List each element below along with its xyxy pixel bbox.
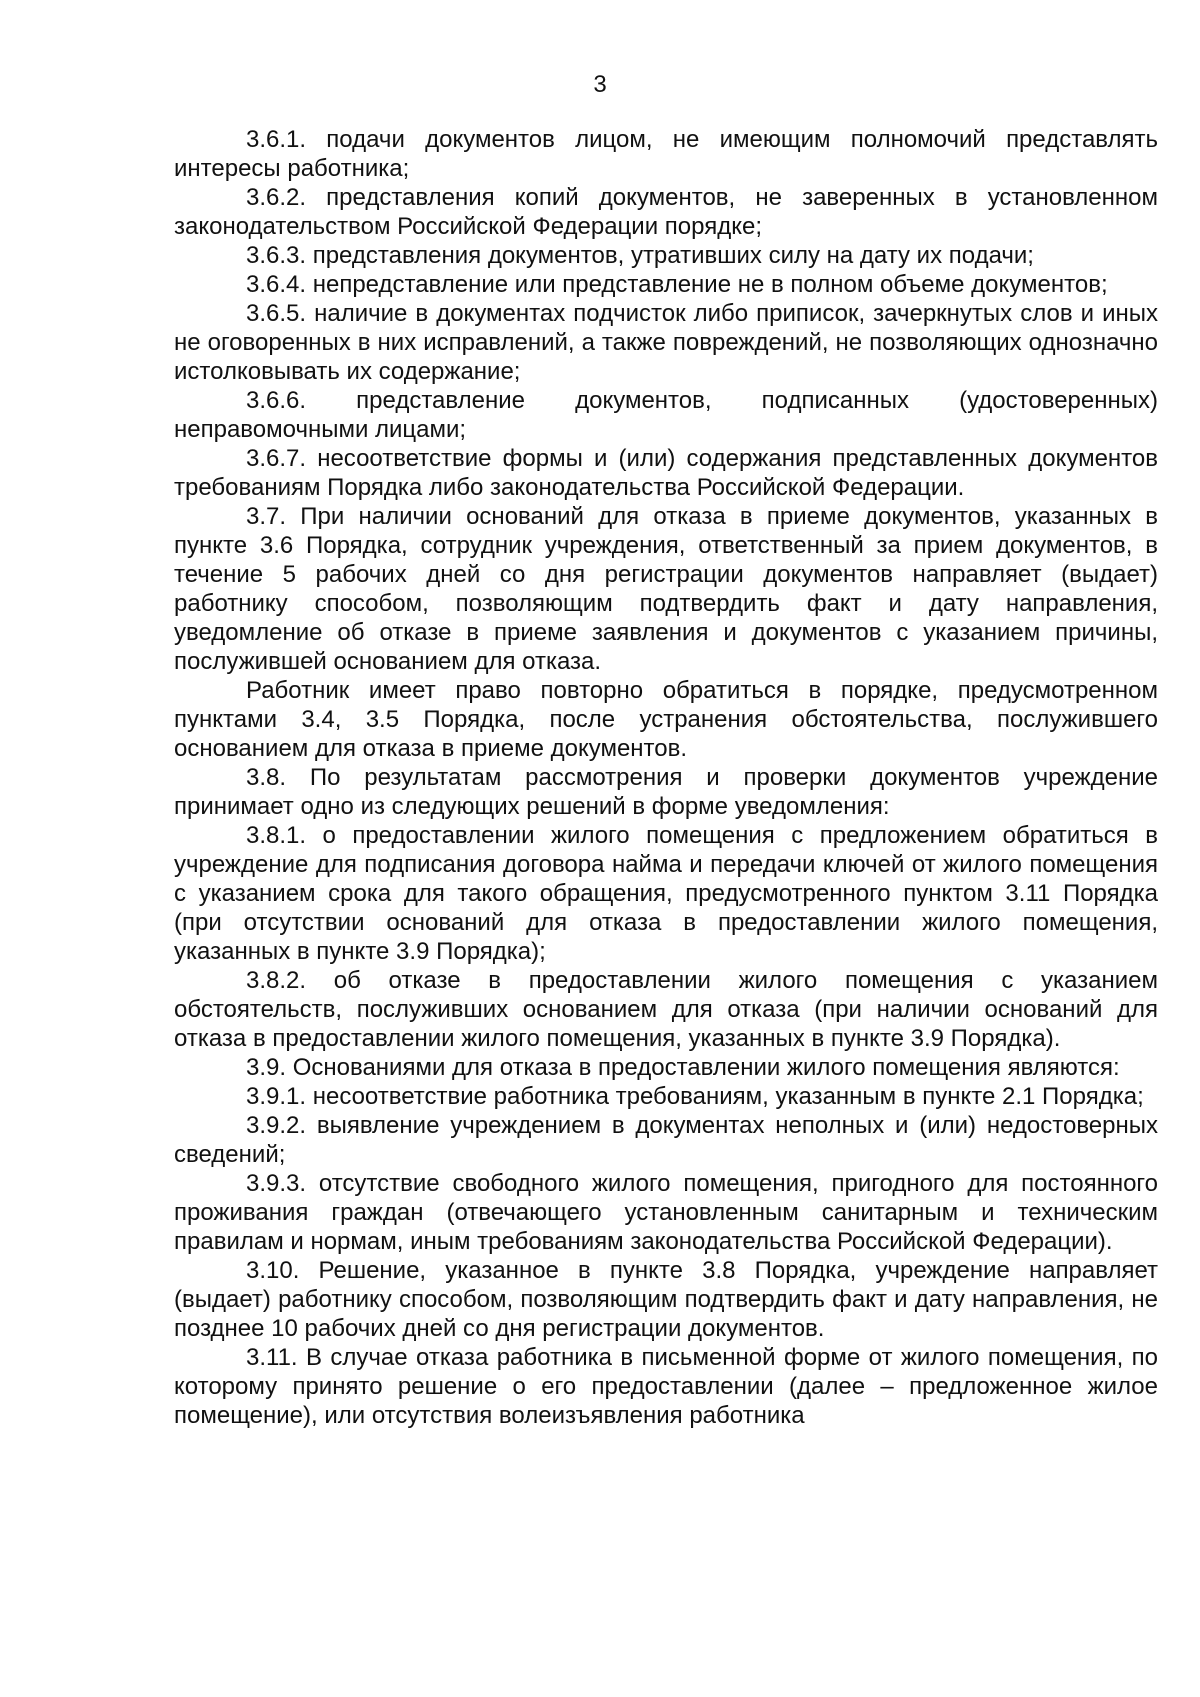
paragraph-3-6-6: 3.6.6. представление документов, подписанных (удостоверенных) неправомочными лицами;	[174, 387, 1158, 443]
paragraph-3-6-7: 3.6.7. несоответствие формы и (или) содержания представленных документов требованиям Порядка либо законодательства Российской Федерации.	[174, 445, 1158, 501]
paragraph-3-11: 3.11. В случае отказа работника в письменной форме от жилого помещения, по которому принято решение о его предоставлении (далее – предложенное жилое помещение), или отсутствия волеизъявления работника	[174, 1344, 1158, 1429]
document-body	[174, 125, 1158, 1430]
paragraph-3-8-2: 3.8.2. об отказе в предоставлении жилого помещения с указанием обстоятельств, послуживших основанием для отказа (при наличии оснований для отказа в предоставлении жилого помещения, указанных в пункте 3.9 Порядка).	[174, 967, 1158, 1052]
paragraph-3-6-5: 3.6.5. наличие в документах подчисток либо приписок, зачеркнутых слов и иных не оговоренных в них исправлений, а также повреждений, не позволяющих однозначно истолковывать их содержание;	[174, 300, 1158, 385]
paragraph-3-7: 3.7. При наличии оснований для отказа в приеме документов, указанных в пункте 3.6 Порядка, сотрудник учреждения, ответственный за прием документов, в течение 5 рабочих дней со дня регистрации документов направляет (выдает) работнику способом, позволяющим подтвердить факт и дату направления, уведомление об отказе в приеме заявления и документов с указанием причины, послужившей основанием для отказа.	[174, 503, 1158, 675]
paragraph-3-9-1: 3.9.1. несоответствие работника требованиям, указанным в пункте 2.1 Порядка;	[246, 1083, 1144, 1110]
paragraph-3-9-3: 3.9.3. отсутствие свободного жилого помещения, пригодного для постоянного проживания граждан (отвечающего установленным санитарным и техническим правилам и нормам, иным требованиям законодательства Российской Федерации).	[174, 1170, 1158, 1255]
paragraph-3-6-3: 3.6.3. представления документов, утративших силу на дату их подачи;	[246, 242, 1034, 269]
paragraph-3-7-repeat-right: Работник имеет право повторно обратиться в порядке, предусмотренном пунктами 3.4, 3.5 Порядка, после устранения обстоятельства, послужившего основанием для отказа в приеме документов.	[174, 677, 1158, 762]
page-number: 3	[593, 71, 607, 98]
paragraph-3-6-4: 3.6.4. непредставление или представление не в полном объеме документов;	[246, 271, 1108, 298]
paragraph-3-6-1: 3.6.1. подачи документов лицом, не имеющим полномочий представлять интересы работника;	[174, 126, 1158, 182]
paragraph-3-9-2: 3.9.2. выявление учреждением в документах неполных и (или) недостоверных сведений;	[174, 1112, 1158, 1168]
paragraph-3-9: 3.9. Основаниями для отказа в предоставлении жилого помещения являются:	[246, 1054, 1120, 1081]
paragraph-3-8: 3.8. По результатам рассмотрения и проверки документов учреждение принимает одно из следующих решений в форме уведомления:	[174, 764, 1158, 820]
paragraph-3-10: 3.10. Решение, указанное в пункте 3.8 Порядка, учреждение направляет (выдает) работнику способом, позволяющим подтвердить факт и дату направления, не позднее 10 рабочих дней со дня регистрации документов.	[174, 1257, 1158, 1342]
paragraph-3-6-2: 3.6.2. представления копий документов, не заверенных в установленном законодательством Российской Федерации порядке;	[174, 184, 1158, 240]
paragraph-3-8-1: 3.8.1. о предоставлении жилого помещения с предложением обратиться в учреждение для подписания договора найма и передачи ключей от жилого помещения с указанием срока для такого обращения, предусмотренного пунктом 3.11 Порядка (при отсутствии оснований для отказа в предоставлении жилого помещения, указанных в пункте 3.9 Порядка);	[174, 822, 1158, 965]
